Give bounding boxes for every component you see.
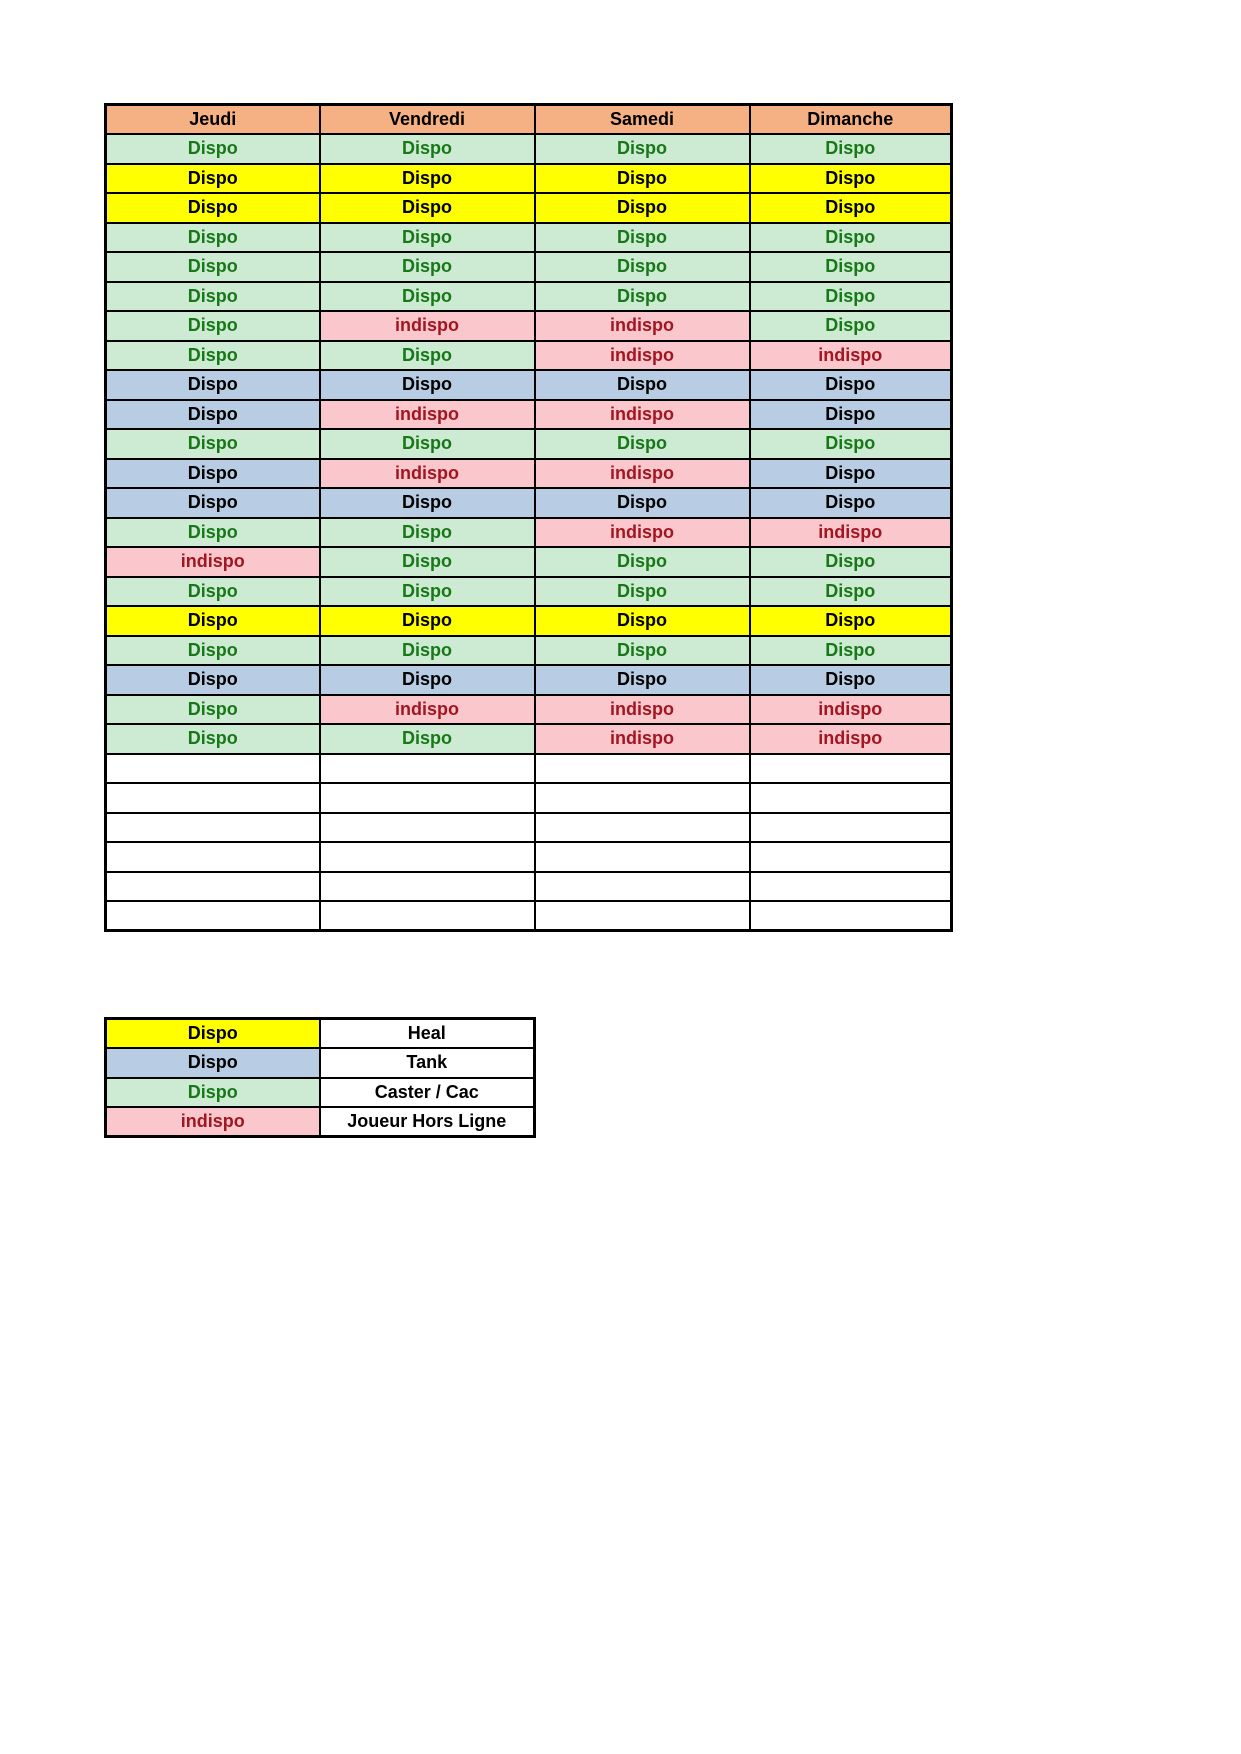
legend-swatch-caster: Dispo xyxy=(106,1078,320,1108)
availability-cell-jeudi: Dispo xyxy=(106,459,320,489)
availability-cell-vendredi: indispo xyxy=(320,695,535,725)
legend-row xyxy=(106,1078,535,1108)
availability-cell-samedi xyxy=(535,783,750,813)
availability-cell-dimanche: Dispo xyxy=(750,606,952,636)
availability-cell-vendredi: Dispo xyxy=(320,724,535,754)
legend-label-caster: Caster / Cac xyxy=(320,1078,535,1108)
availability-cell-jeudi xyxy=(106,783,320,813)
availability-cell-jeudi: Dispo xyxy=(106,311,320,341)
availability-cell-samedi xyxy=(535,754,750,784)
table-row xyxy=(106,400,952,430)
availability-cell-jeudi xyxy=(106,754,320,784)
legend-swatch-tank: Dispo xyxy=(106,1048,320,1078)
availability-cell-jeudi xyxy=(106,813,320,843)
availability-cell-jeudi: Dispo xyxy=(106,606,320,636)
availability-cell-dimanche xyxy=(750,901,952,931)
availability-cell-samedi: Dispo xyxy=(535,547,750,577)
availability-cell-jeudi: Dispo xyxy=(106,429,320,459)
table-row xyxy=(106,518,952,548)
availability-cell-samedi: indispo xyxy=(535,400,750,430)
availability-cell-dimanche: Dispo xyxy=(750,252,952,282)
availability-cell-jeudi: Dispo xyxy=(106,488,320,518)
availability-cell-samedi: indispo xyxy=(535,311,750,341)
availability-cell-jeudi: Dispo xyxy=(106,400,320,430)
table-row xyxy=(106,577,952,607)
availability-cell-dimanche: Dispo xyxy=(750,488,952,518)
availability-cell-dimanche: Dispo xyxy=(750,459,952,489)
table-row xyxy=(106,665,952,695)
availability-cell-samedi: Dispo xyxy=(535,223,750,253)
availability-cell-vendredi: Dispo xyxy=(320,429,535,459)
availability-cell-samedi: Dispo xyxy=(535,370,750,400)
table-row xyxy=(106,311,952,341)
availability-cell-samedi: Dispo xyxy=(535,164,750,194)
availability-cell-samedi: Dispo xyxy=(535,577,750,607)
legend-row xyxy=(106,1048,535,1078)
legend-label-heal: Heal xyxy=(320,1019,535,1049)
table-row xyxy=(106,724,952,754)
availability-cell-jeudi: Dispo xyxy=(106,518,320,548)
legend-table xyxy=(104,1017,536,1138)
table-row xyxy=(106,134,952,164)
table-row xyxy=(106,459,952,489)
availability-cell-dimanche: Dispo xyxy=(750,164,952,194)
table-row xyxy=(106,872,952,902)
availability-cell-dimanche: Dispo xyxy=(750,282,952,312)
availability-cell-samedi xyxy=(535,901,750,931)
availability-cell-samedi xyxy=(535,813,750,843)
availability-cell-dimanche: indispo xyxy=(750,695,952,725)
table-row xyxy=(106,164,952,194)
table-row xyxy=(106,282,952,312)
column-header-samedi: Samedi xyxy=(535,105,750,135)
availability-cell-dimanche: Dispo xyxy=(750,223,952,253)
availability-cell-dimanche xyxy=(750,783,952,813)
availability-cell-jeudi: indispo xyxy=(106,547,320,577)
availability-cell-vendredi: Dispo xyxy=(320,518,535,548)
availability-cell-dimanche: Dispo xyxy=(750,429,952,459)
column-header-vendredi: Vendredi xyxy=(320,105,535,135)
availability-cell-samedi: Dispo xyxy=(535,134,750,164)
availability-cell-jeudi: Dispo xyxy=(106,341,320,371)
availability-cell-samedi: Dispo xyxy=(535,252,750,282)
availability-cell-vendredi: Dispo xyxy=(320,547,535,577)
table-row xyxy=(106,370,952,400)
availability-cell-dimanche: Dispo xyxy=(750,370,952,400)
legend-label-offline: Joueur Hors Ligne xyxy=(320,1107,535,1137)
table-row xyxy=(106,783,952,813)
availability-cell-jeudi: Dispo xyxy=(106,665,320,695)
availability-cell-dimanche: Dispo xyxy=(750,577,952,607)
availability-cell-samedi: indispo xyxy=(535,341,750,371)
availability-cell-samedi: Dispo xyxy=(535,193,750,223)
availability-cell-samedi xyxy=(535,842,750,872)
column-header-jeudi: Jeudi xyxy=(106,105,320,135)
availability-table xyxy=(104,103,953,932)
availability-cell-dimanche xyxy=(750,813,952,843)
availability-cell-jeudi: Dispo xyxy=(106,193,320,223)
availability-cell-vendredi xyxy=(320,842,535,872)
availability-cell-samedi xyxy=(535,872,750,902)
availability-cell-jeudi: Dispo xyxy=(106,724,320,754)
availability-cell-dimanche: Dispo xyxy=(750,665,952,695)
legend-row xyxy=(106,1107,535,1137)
legend-swatch-offline: indispo xyxy=(106,1107,320,1137)
availability-cell-dimanche: indispo xyxy=(750,724,952,754)
table-row xyxy=(106,754,952,784)
availability-cell-jeudi xyxy=(106,842,320,872)
availability-cell-dimanche: Dispo xyxy=(750,134,952,164)
table-row xyxy=(106,223,952,253)
legend-row xyxy=(106,1019,535,1049)
availability-cell-samedi: indispo xyxy=(535,518,750,548)
availability-cell-dimanche: Dispo xyxy=(750,636,952,666)
availability-cell-vendredi: Dispo xyxy=(320,577,535,607)
availability-cell-dimanche: indispo xyxy=(750,518,952,548)
availability-cell-vendredi: Dispo xyxy=(320,341,535,371)
table-row xyxy=(106,252,952,282)
availability-cell-vendredi xyxy=(320,901,535,931)
table-row xyxy=(106,842,952,872)
availability-cell-jeudi: Dispo xyxy=(106,164,320,194)
table-row xyxy=(106,488,952,518)
availability-cell-vendredi: Dispo xyxy=(320,164,535,194)
legend-label-tank: Tank xyxy=(320,1048,535,1078)
availability-cell-vendredi: Dispo xyxy=(320,370,535,400)
availability-cell-dimanche: Dispo xyxy=(750,400,952,430)
availability-cell-vendredi xyxy=(320,783,535,813)
table-row xyxy=(106,636,952,666)
availability-cell-vendredi: Dispo xyxy=(320,223,535,253)
availability-cell-dimanche: Dispo xyxy=(750,311,952,341)
availability-cell-dimanche: Dispo xyxy=(750,547,952,577)
availability-cell-vendredi: Dispo xyxy=(320,665,535,695)
table-row xyxy=(106,813,952,843)
availability-cell-samedi: Dispo xyxy=(535,429,750,459)
availability-cell-vendredi: Dispo xyxy=(320,282,535,312)
table-row xyxy=(106,695,952,725)
table-row xyxy=(106,901,952,931)
availability-cell-jeudi xyxy=(106,901,320,931)
availability-cell-vendredi xyxy=(320,754,535,784)
table-row xyxy=(106,193,952,223)
availability-cell-jeudi: Dispo xyxy=(106,370,320,400)
availability-cell-vendredi xyxy=(320,813,535,843)
availability-cell-jeudi: Dispo xyxy=(106,223,320,253)
table-row xyxy=(106,547,952,577)
availability-cell-jeudi: Dispo xyxy=(106,636,320,666)
table-row xyxy=(106,429,952,459)
availability-cell-jeudi: Dispo xyxy=(106,134,320,164)
availability-cell-jeudi xyxy=(106,872,320,902)
availability-cell-samedi: Dispo xyxy=(535,606,750,636)
availability-cell-samedi: Dispo xyxy=(535,488,750,518)
header-row xyxy=(106,105,952,135)
availability-cell-vendredi: Dispo xyxy=(320,252,535,282)
availability-cell-vendredi: Dispo xyxy=(320,488,535,518)
availability-cell-vendredi xyxy=(320,872,535,902)
availability-cell-vendredi: indispo xyxy=(320,459,535,489)
table-row xyxy=(106,341,952,371)
availability-cell-samedi: indispo xyxy=(535,724,750,754)
availability-cell-samedi: indispo xyxy=(535,695,750,725)
availability-cell-vendredi: Dispo xyxy=(320,193,535,223)
availability-cell-vendredi: indispo xyxy=(320,400,535,430)
availability-cell-jeudi: Dispo xyxy=(106,695,320,725)
availability-cell-jeudi: Dispo xyxy=(106,282,320,312)
availability-cell-vendredi: Dispo xyxy=(320,636,535,666)
table-row xyxy=(106,606,952,636)
availability-cell-dimanche xyxy=(750,842,952,872)
availability-cell-jeudi: Dispo xyxy=(106,252,320,282)
column-header-dimanche: Dimanche xyxy=(750,105,952,135)
availability-cell-samedi: Dispo xyxy=(535,282,750,312)
availability-cell-samedi: indispo xyxy=(535,459,750,489)
availability-cell-vendredi: Dispo xyxy=(320,606,535,636)
availability-cell-dimanche: indispo xyxy=(750,341,952,371)
availability-cell-jeudi: Dispo xyxy=(106,577,320,607)
availability-cell-samedi: Dispo xyxy=(535,636,750,666)
availability-cell-dimanche xyxy=(750,754,952,784)
legend-swatch-heal: Dispo xyxy=(106,1019,320,1049)
availability-cell-dimanche xyxy=(750,872,952,902)
availability-cell-samedi: Dispo xyxy=(535,665,750,695)
availability-cell-vendredi: Dispo xyxy=(320,134,535,164)
availability-cell-vendredi: indispo xyxy=(320,311,535,341)
availability-cell-dimanche: Dispo xyxy=(750,193,952,223)
